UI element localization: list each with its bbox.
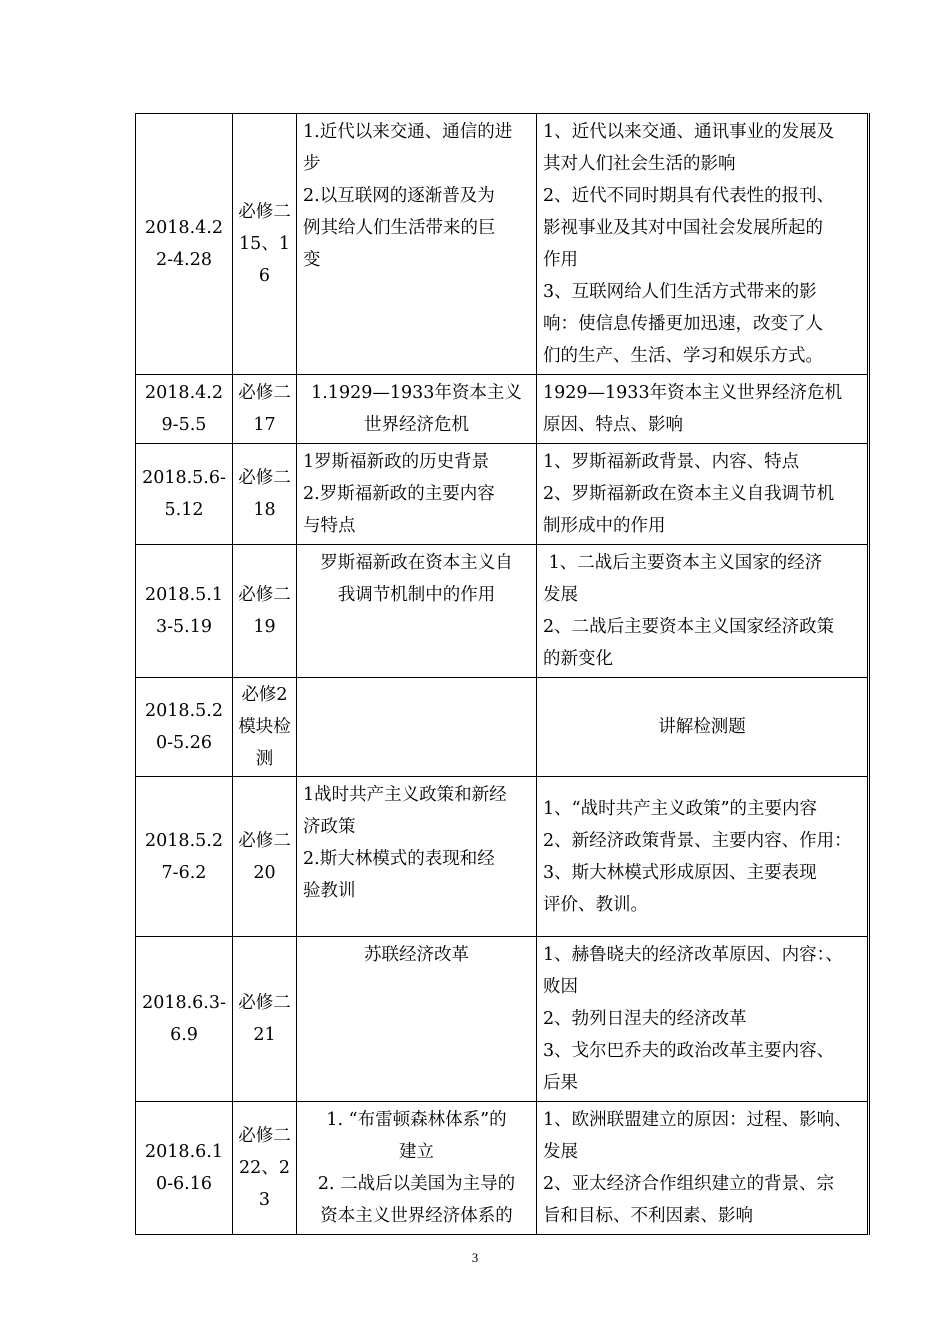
requirement-line: 后果 (543, 1073, 578, 1093)
requirement-line: 旨和目标、不利因素、影响 (543, 1206, 753, 1226)
page-number: 3 (471, 1250, 479, 1265)
topic-cell (297, 937, 537, 1102)
module-cell: 必修二21 (233, 937, 297, 1102)
date-cell: 2018.4.22-4.28 (136, 114, 233, 375)
module-cell: 必修二22、23 (233, 1102, 297, 1235)
topic-line: 与特点 (303, 516, 356, 536)
requirement-line: 发展 (543, 1142, 578, 1162)
module-cell: 必修二15、16 (233, 114, 297, 375)
requirement-line: 制形成中的作用 (543, 516, 666, 536)
table-row (136, 678, 869, 777)
requirement-line: 1、赫鲁晓夫的经济改革原因、内容：、 (543, 945, 843, 965)
topic-line: 2.斯大林模式的表现和经 (303, 849, 495, 869)
requirement-line: 2、勃列日涅夫的经济改革 (543, 1009, 747, 1029)
requirement-line: 2、亚太经济合作组织建立的背景、宗 (543, 1174, 835, 1194)
topic-line: 1. “布雷顿森林体系”的 (326, 1110, 507, 1130)
requirement-line: 评价、教训。 (543, 894, 648, 915)
topic-line: 2. 二战后以美国为主导的 (317, 1174, 516, 1194)
requirement-line: 发展 (543, 585, 578, 605)
requirement-line: 响：使信息传播更加迅速，改变了人 (543, 314, 823, 334)
topic-line: 2.罗斯福新政的主要内容 (303, 484, 495, 504)
requirement-cell (537, 375, 869, 444)
module-cell: 必修二18 (233, 444, 297, 545)
topic-cell (297, 545, 537, 678)
table-row (136, 777, 869, 937)
requirement-line: 3、戈尔巴乔夫的政治改革主要内容、 (543, 1041, 835, 1061)
topic-line: 变 (303, 250, 321, 270)
topic-line: 例其给人们生活带来的巨 (303, 218, 496, 238)
requirement-line: 讲解检测题 (658, 717, 746, 737)
requirement-line: 3、互联网给人们生活方式带来的影 (543, 282, 817, 302)
requirement-line: 其对人们社会生活的影响 (543, 154, 736, 174)
requirement-line: 2、近代不同时期具有代表性的报刊、 (543, 186, 835, 206)
topic-line: 1.1929—1933年资本主义 (311, 383, 522, 403)
topic-line: 1.近代以来交通、通信的进 (303, 122, 513, 142)
topic-line: 1战时共产主义政策和新经 (303, 785, 507, 805)
requirement-line: 1929—1933年资本主义世界经济危机 (543, 383, 843, 403)
date-cell: 2018.6.3-6.9 (136, 937, 233, 1102)
module-cell: 必修二20 (233, 777, 297, 937)
requirement-cell (537, 678, 869, 777)
requirement-line: 1、近代以来交通、通讯事业的发展及 (543, 122, 835, 142)
topic-line: 罗斯福新政在资本主义自 (320, 553, 513, 573)
topic-line: 1罗斯福新政的历史背景 (303, 452, 490, 472)
requirement-line: 败因 (543, 977, 578, 997)
table-row (136, 545, 869, 678)
requirement-line: 们的生产、生活、学习和娱乐方式。 (543, 346, 823, 366)
topic-line: 苏联经济改革 (364, 945, 469, 965)
requirement-line: 2、新经济政策背景、主要内容、作用： (543, 830, 852, 851)
requirement-line: 作用 (543, 250, 578, 270)
topic-line: 步 (303, 154, 321, 174)
requirement-cell (537, 444, 869, 545)
date-cell: 2018.5.27-6.2 (136, 777, 233, 937)
topic-cell (297, 1102, 537, 1235)
requirement-line: 1、欧洲联盟建立的原因：过程、影响、 (543, 1110, 852, 1130)
requirement-cell (537, 777, 869, 937)
date-cell: 2018.6.10-6.16 (136, 1102, 233, 1235)
requirement-line: 2、二战后主要资本主义国家经济政策 (543, 617, 835, 637)
date-cell: 2018.5.6-5.12 (136, 444, 233, 545)
topic-line: 2.以互联网的逐渐普及为 (303, 186, 495, 206)
table-row (136, 444, 869, 545)
topic-line: 我调节机制中的作用 (337, 585, 496, 605)
requirement-line: 影视事业及其对中国社会发展所起的 (543, 218, 823, 238)
table-row (136, 114, 869, 375)
topic-cell (297, 777, 537, 937)
topic-line: 济政策 (303, 817, 356, 837)
topic-cell (297, 444, 537, 545)
date-cell: 2018.4.29-5.5 (136, 375, 233, 444)
date-cell: 2018.5.13-5.19 (136, 545, 233, 678)
requirement-cell (537, 114, 869, 375)
requirement-cell (537, 545, 869, 678)
requirement-cell (537, 1102, 869, 1235)
requirement-line: 原因、特点、影响 (543, 415, 683, 435)
requirement-line: 2、罗斯福新政在资本主义自我调节机 (543, 484, 835, 504)
table-row (136, 937, 869, 1102)
topic-cell (297, 375, 537, 444)
requirement-cell (537, 937, 869, 1102)
topic-cell (297, 678, 537, 777)
date-cell: 2018.5.20-5.26 (136, 678, 233, 777)
teaching-plan-table (135, 113, 870, 1235)
module-cell: 必修二19 (233, 545, 297, 678)
requirement-line: 1、二战后主要资本主义国家的经济 (543, 553, 823, 573)
topic-cell (297, 114, 537, 375)
module-cell: 必修2模块检测 (233, 678, 297, 777)
requirement-line: 1、“战时共产主义政策”的主要内容 (543, 798, 818, 819)
table-row (136, 375, 869, 444)
topic-line: 世界经济危机 (364, 415, 469, 435)
table-row (136, 1102, 869, 1235)
topic-line: 验教训 (303, 881, 356, 901)
requirement-line: 的新变化 (543, 649, 613, 669)
requirement-line: 3、斯大林模式形成原因、主要表现 (543, 862, 817, 883)
requirement-line: 1、罗斯福新政背景、内容、特点 (543, 452, 800, 472)
topic-line: 建立 (399, 1142, 434, 1162)
module-cell: 必修二17 (233, 375, 297, 444)
topic-line: 资本主义世界经济体系的 (320, 1206, 513, 1226)
